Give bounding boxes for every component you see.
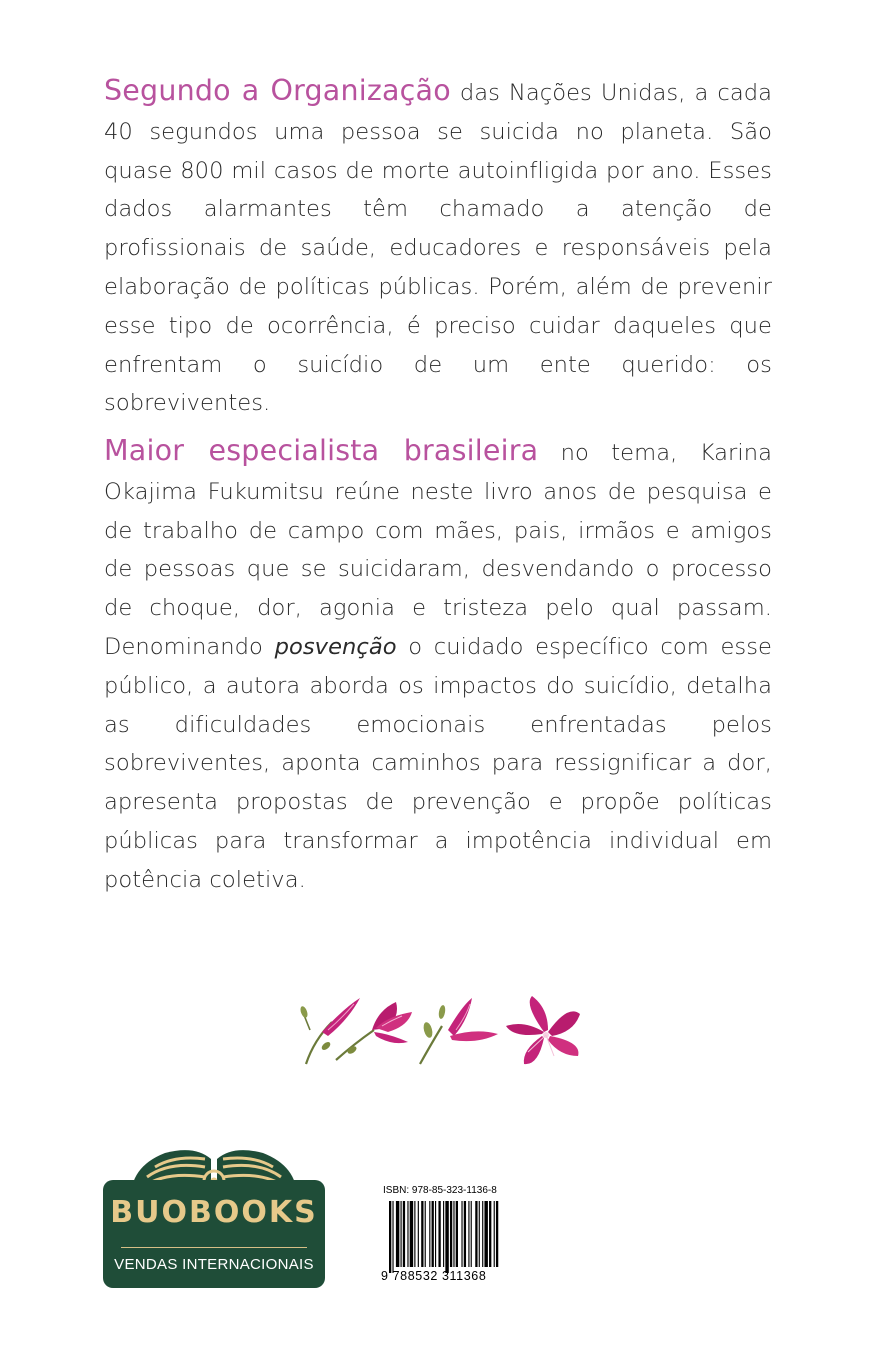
barcode-bar bbox=[410, 1201, 413, 1267]
barcode-bar bbox=[392, 1201, 393, 1273]
flower-bud-2 bbox=[420, 998, 498, 1064]
barcode-bar bbox=[445, 1201, 448, 1273]
barcode-bar bbox=[482, 1201, 483, 1267]
barcode-bar bbox=[438, 1201, 440, 1267]
barcode-bar bbox=[425, 1201, 426, 1267]
barcode-bar bbox=[407, 1201, 408, 1267]
barcode-bar bbox=[389, 1201, 391, 1273]
isbn-label: ISBN: 978-85-323-1136-8 bbox=[383, 1185, 497, 1196]
paragraph-2-body-end: o cuidado específico com esse público, a autora aborda os impactos do suicídio, detalha as dificuldades emocionais enfrentadas pelos sobreviventes, aponta caminhos para ressignificar a dor, apresenta propostas de prevenção e propõe políticas públicas para transformar a impotência individual em potência coletiva. bbox=[104, 633, 772, 893]
paragraph-2-body-start: no tema, Karina Okajima Fukumitsu reúne neste livro anos de pesquisa e de trabalho de campo com mães, pais, irmãos e amigos de pessoas que se suicidaram, desvendando o processo de choque, dor, agonia e tristeza pelo qual passam. Denominando bbox=[104, 440, 772, 660]
barcode-bar bbox=[479, 1201, 480, 1267]
barcode-bar bbox=[396, 1201, 399, 1267]
barcode-bar bbox=[421, 1201, 423, 1267]
synopsis-paragraph-2 bbox=[104, 432, 772, 900]
barcode-bar bbox=[461, 1201, 462, 1267]
paragraph-1-lead: Segundo a Organização bbox=[104, 74, 451, 107]
paragraph-1-body: das Nações Unidas, a cada 40 segundos uma pessoa se suicida no planeta. São quase 800 mil casos de morte autoinfligida por ano. Esses dados alarmantes têm chamado a atenção de profissionais de saúde, educadores e responsáveis pela elaboração de políticas públicas. Porém, além de prevenir esse tipo de ocorrência, é preciso cuidar daqueles que enfrentam o suicídio de um ente querido: os sobreviventes. bbox=[104, 80, 772, 417]
publisher-name: BUOBOOKS bbox=[110, 1195, 318, 1230]
barcode-bar bbox=[429, 1201, 430, 1267]
orchid-flowers-illustration bbox=[292, 990, 588, 1070]
barcode-bar bbox=[401, 1201, 402, 1267]
barcode-bar bbox=[489, 1201, 491, 1267]
barcode-bar bbox=[456, 1201, 458, 1267]
barcode-bar bbox=[471, 1201, 472, 1267]
flower-bud-1 bbox=[299, 998, 360, 1064]
barcode-bar bbox=[414, 1201, 415, 1267]
barcode-bar bbox=[403, 1201, 405, 1267]
paragraph-2-italic-term: posvenção bbox=[274, 633, 397, 660]
publisher-logo bbox=[103, 1143, 325, 1288]
barcode-bar bbox=[432, 1201, 434, 1267]
barcode-digits: 9 788532 311368 bbox=[381, 1269, 487, 1283]
barcode-bar bbox=[453, 1201, 454, 1267]
barcode-bars bbox=[381, 1201, 503, 1273]
publisher-divider bbox=[121, 1247, 307, 1248]
barcode-bar bbox=[468, 1201, 469, 1267]
isbn-barcode bbox=[381, 1185, 503, 1289]
barcode-bar bbox=[443, 1201, 444, 1267]
barcode-bar bbox=[418, 1201, 419, 1267]
barcode-bar bbox=[464, 1201, 466, 1267]
barcode-bar bbox=[484, 1201, 487, 1267]
flower-open-2 bbox=[506, 996, 580, 1064]
barcode-bar bbox=[496, 1201, 498, 1267]
barcode-bar bbox=[494, 1201, 495, 1267]
barcode-bar bbox=[475, 1201, 477, 1267]
barcode-bar bbox=[435, 1201, 436, 1267]
synopsis-paragraph-1 bbox=[104, 72, 772, 423]
barcode-bar bbox=[450, 1201, 452, 1267]
publisher-tagline: VENDAS INTERNACIONAIS bbox=[114, 1256, 314, 1273]
paragraph-2-lead: Maior especialista brasileira bbox=[104, 434, 539, 467]
